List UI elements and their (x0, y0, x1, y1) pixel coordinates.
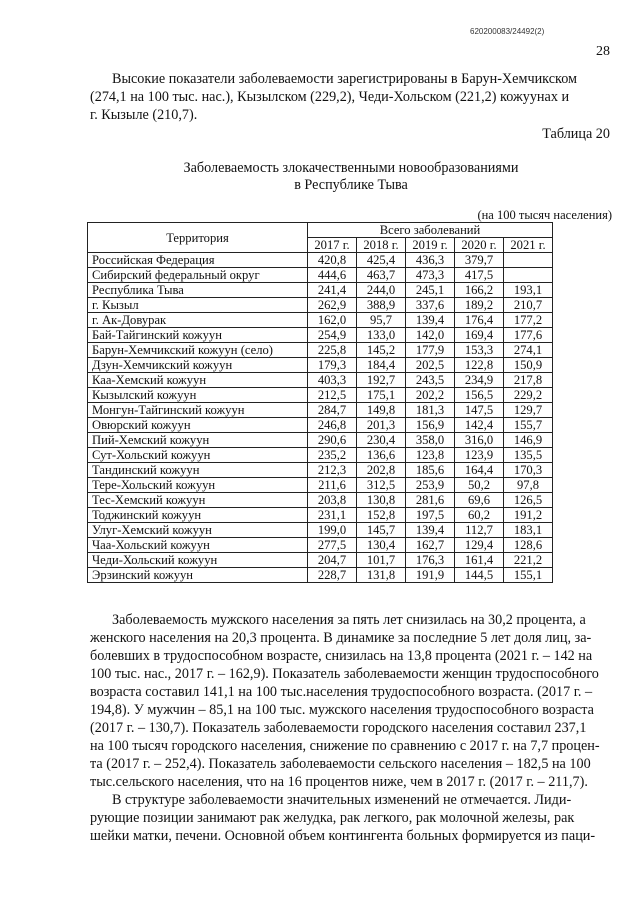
territory-cell: Улуг-Хемский кожуун (88, 523, 308, 538)
header-territory: Территория (88, 223, 308, 253)
value-cell: 199,0 (308, 523, 357, 538)
value-cell: 244,0 (357, 283, 406, 298)
table-row (88, 463, 553, 478)
value-cell: 284,7 (308, 403, 357, 418)
territory-cell: Овюрский кожуун (88, 418, 308, 433)
value-cell: 153,3 (455, 343, 504, 358)
territory-cell: Тоджинский кожуун (88, 508, 308, 523)
value-cell: 175,1 (357, 388, 406, 403)
table-row (88, 373, 553, 388)
value-cell: 155,1 (504, 568, 553, 583)
table-row (88, 313, 553, 328)
table-units: (на 100 тысяч населения) (477, 208, 612, 222)
value-cell (504, 253, 553, 268)
value-cell: 193,1 (504, 283, 553, 298)
value-cell: 123,8 (406, 448, 455, 463)
value-cell: 176,4 (455, 313, 504, 328)
table-row (88, 418, 553, 433)
value-cell: 225,8 (308, 343, 357, 358)
territory-cell: Кызылский кожуун (88, 388, 308, 403)
value-cell: 192,7 (357, 373, 406, 388)
value-cell: 202,8 (357, 463, 406, 478)
value-cell: 166,2 (455, 283, 504, 298)
value-cell: 142,0 (406, 328, 455, 343)
para-line: на 100 тысяч городского населения, снижение по сравнению с 2017 г. на 7,7 процен- (90, 738, 600, 754)
table-row (88, 448, 553, 463)
value-cell: 144,5 (455, 568, 504, 583)
value-cell: 212,5 (308, 388, 357, 403)
territory-cell: г. Кызыл (88, 298, 308, 313)
value-cell: 254,9 (308, 328, 357, 343)
paragraph-structure (90, 791, 612, 845)
value-cell: 312,5 (357, 478, 406, 493)
table-row (88, 298, 553, 313)
territory-cell: Чеди-Хольский кожуун (88, 553, 308, 568)
para-line: та (2017 г. – 252,4). Показатель заболеваемости сельского населения – 182,5 на 100 (90, 756, 591, 772)
value-cell: 189,2 (455, 298, 504, 313)
value-cell: 179,3 (308, 358, 357, 373)
intro-line: Высокие показатели заболеваемости зарегистрированы в Барун-Хемчикском (112, 71, 577, 87)
territory-cell: Чаа-Хольский кожуун (88, 538, 308, 553)
value-cell: 176,3 (406, 553, 455, 568)
table-row (88, 283, 553, 298)
table-row (88, 433, 553, 448)
value-cell: 217,8 (504, 373, 553, 388)
value-cell: 142,4 (455, 418, 504, 433)
territory-cell: Барун-Хемчикский кожуун (село) (88, 343, 308, 358)
table-row (88, 493, 553, 508)
value-cell: 164,4 (455, 463, 504, 478)
para-line: тыс.сельского населения, что на 16 процентов ниже, чем в 2017 г. (2017 г. – 211,7). (90, 774, 588, 790)
value-cell: 123,9 (455, 448, 504, 463)
value-cell: 230,4 (357, 433, 406, 448)
value-cell: 122,8 (455, 358, 504, 373)
table-title (90, 160, 612, 194)
para-line: женского населения на 20,3 процента. В динамике за последние 5 лет доля лиц, за- (90, 630, 592, 646)
territory-cell: Сибирский федеральный округ (88, 268, 308, 283)
value-cell: 191,9 (406, 568, 455, 583)
value-cell: 425,4 (357, 253, 406, 268)
value-cell: 169,4 (455, 328, 504, 343)
table-label: Таблица 20 (542, 126, 610, 142)
value-cell: 146,9 (504, 433, 553, 448)
value-cell: 101,7 (357, 553, 406, 568)
value-cell: 436,3 (406, 253, 455, 268)
value-cell: 202,5 (406, 358, 455, 373)
para-line: болевших в трудоспособном возрасте, снизилась на 13,8 процента (2021 г. – 142 на (90, 648, 593, 664)
value-cell: 139,4 (406, 313, 455, 328)
document-id: 620200083/24492(2) (470, 27, 545, 36)
value-cell: 403,3 (308, 373, 357, 388)
value-cell: 420,8 (308, 253, 357, 268)
para-line: 100 тыс. нас., 2017 г. – 162,9). Показатель заболеваемости женщин трудоспособного (90, 666, 599, 682)
value-cell: 147,5 (455, 403, 504, 418)
table-row (88, 253, 553, 268)
value-cell: 201,3 (357, 418, 406, 433)
value-cell: 228,7 (308, 568, 357, 583)
value-cell: 181,3 (406, 403, 455, 418)
territory-cell: Эрзинский кожуун (88, 568, 308, 583)
table-row (88, 523, 553, 538)
value-cell: 177,9 (406, 343, 455, 358)
value-cell: 177,2 (504, 313, 553, 328)
table-row (88, 553, 553, 568)
header-year: 2021 г. (504, 238, 553, 253)
value-cell: 149,8 (357, 403, 406, 418)
value-cell: 133,0 (357, 328, 406, 343)
value-cell: 444,6 (308, 268, 357, 283)
incidence-table (87, 222, 553, 583)
value-cell: 60,2 (455, 508, 504, 523)
value-cell: 185,6 (406, 463, 455, 478)
header-year: 2019 г. (406, 238, 455, 253)
value-cell: 156,5 (455, 388, 504, 403)
value-cell: 253,9 (406, 478, 455, 493)
value-cell: 136,6 (357, 448, 406, 463)
table-row (88, 478, 553, 493)
territory-cell: Бай-Тайгинский кожуун (88, 328, 308, 343)
value-cell: 234,9 (455, 373, 504, 388)
intro-line: г. Кызыле (210,7). (90, 107, 198, 123)
value-cell: 210,7 (504, 298, 553, 313)
value-cell: 130,8 (357, 493, 406, 508)
value-cell: 135,5 (504, 448, 553, 463)
value-cell: 463,7 (357, 268, 406, 283)
value-cell: 152,8 (357, 508, 406, 523)
value-cell: 129,7 (504, 403, 553, 418)
value-cell: 139,4 (406, 523, 455, 538)
value-cell: 235,2 (308, 448, 357, 463)
territory-cell: Монгун-Тайгинский кожуун (88, 403, 308, 418)
value-cell: 246,8 (308, 418, 357, 433)
value-cell: 229,2 (504, 388, 553, 403)
value-cell: 145,2 (357, 343, 406, 358)
value-cell: 379,7 (455, 253, 504, 268)
value-cell (504, 268, 553, 283)
value-cell: 131,8 (357, 568, 406, 583)
paragraph-gender-age (90, 611, 612, 791)
value-cell: 69,6 (455, 493, 504, 508)
territory-cell: г. Ак-Довурак (88, 313, 308, 328)
value-cell: 50,2 (455, 478, 504, 493)
table-title-line: в Республике Тыва (294, 177, 408, 193)
value-cell: 197,5 (406, 508, 455, 523)
value-cell: 281,6 (406, 493, 455, 508)
table-row (88, 328, 553, 343)
value-cell: 290,6 (308, 433, 357, 448)
value-cell: 262,9 (308, 298, 357, 313)
territory-cell: Каа-Хемский кожуун (88, 373, 308, 388)
para-line: рующие позиции занимают рак желудка, рак легкого, рак молочной железы, рак (90, 810, 575, 826)
para-line: 194,8). У мужчин – 85,1 на 100 тыс. мужского населения трудоспособного возраста (90, 702, 594, 718)
value-cell: 183,1 (504, 523, 553, 538)
table-title-line: Заболеваемость злокачественными новообразованиями (183, 160, 519, 176)
value-cell: 95,7 (357, 313, 406, 328)
value-cell: 231,1 (308, 508, 357, 523)
value-cell: 126,5 (504, 493, 553, 508)
intro-line: (274,1 на 100 тыс. нас.), Кызылском (229,2), Чеди-Хольском (221,2) кожуунах и (90, 89, 570, 105)
table-row (88, 343, 553, 358)
table-row (88, 538, 553, 553)
para-line: В структуре заболеваемости значительных изменений не отмечается. Лиди- (112, 792, 572, 808)
value-cell: 203,8 (308, 493, 357, 508)
value-cell: 221,2 (504, 553, 553, 568)
value-cell: 156,9 (406, 418, 455, 433)
value-cell: 274,1 (504, 343, 553, 358)
table-row (88, 508, 553, 523)
value-cell: 337,6 (406, 298, 455, 313)
value-cell: 202,2 (406, 388, 455, 403)
value-cell: 417,5 (455, 268, 504, 283)
table-row (88, 403, 553, 418)
value-cell: 162,7 (406, 538, 455, 553)
territory-cell: Тандинский кожуун (88, 463, 308, 478)
value-cell: 277,5 (308, 538, 357, 553)
value-cell: 155,7 (504, 418, 553, 433)
value-cell: 241,4 (308, 283, 357, 298)
value-cell: 162,0 (308, 313, 357, 328)
territory-cell: Российская Федерация (88, 253, 308, 268)
value-cell: 97,8 (504, 478, 553, 493)
intro-paragraph (90, 70, 612, 124)
value-cell: 211,6 (308, 478, 357, 493)
header-year: 2020 г. (455, 238, 504, 253)
value-cell: 388,9 (357, 298, 406, 313)
value-cell: 212,3 (308, 463, 357, 478)
territory-cell: Сут-Хольский кожуун (88, 448, 308, 463)
para-line: шейки матки, печени. Основной объем контингента больных формируется из паци- (90, 828, 596, 844)
table-row (88, 568, 553, 583)
table-row (88, 388, 553, 403)
page-number: 28 (596, 44, 610, 59)
value-cell: 473,3 (406, 268, 455, 283)
territory-cell: Дзун-Хемчикский кожуун (88, 358, 308, 373)
value-cell: 245,1 (406, 283, 455, 298)
value-cell: 191,2 (504, 508, 553, 523)
value-cell: 161,4 (455, 553, 504, 568)
value-cell: 243,5 (406, 373, 455, 388)
territory-cell: Пий-Хемский кожуун (88, 433, 308, 448)
table-row (88, 358, 553, 373)
header-total-cases: Всего заболеваний (308, 223, 553, 238)
value-cell: 170,3 (504, 463, 553, 478)
value-cell: 316,0 (455, 433, 504, 448)
territory-cell: Тес-Хемский кожуун (88, 493, 308, 508)
header-year: 2018 г. (357, 238, 406, 253)
value-cell: 112,7 (455, 523, 504, 538)
para-line: (2017 г. – 130,7). Показатель заболеваемости городского населения составил 237,1 (90, 720, 587, 736)
para-line: Заболеваемость мужского населения за пять лет снизилась на 30,2 процента, а (112, 612, 586, 628)
value-cell: 130,4 (357, 538, 406, 553)
value-cell: 358,0 (406, 433, 455, 448)
header-year: 2017 г. (308, 238, 357, 253)
value-cell: 150,9 (504, 358, 553, 373)
territory-cell: Республика Тыва (88, 283, 308, 298)
value-cell: 129,4 (455, 538, 504, 553)
para-line: возраста составил 141,1 на 100 тыс.населения трудоспособного возраста. (2017 г. – (90, 684, 593, 700)
value-cell: 184,4 (357, 358, 406, 373)
table-row (88, 268, 553, 283)
value-cell: 177,6 (504, 328, 553, 343)
value-cell: 204,7 (308, 553, 357, 568)
value-cell: 145,7 (357, 523, 406, 538)
territory-cell: Тере-Хольский кожуун (88, 478, 308, 493)
value-cell: 128,6 (504, 538, 553, 553)
